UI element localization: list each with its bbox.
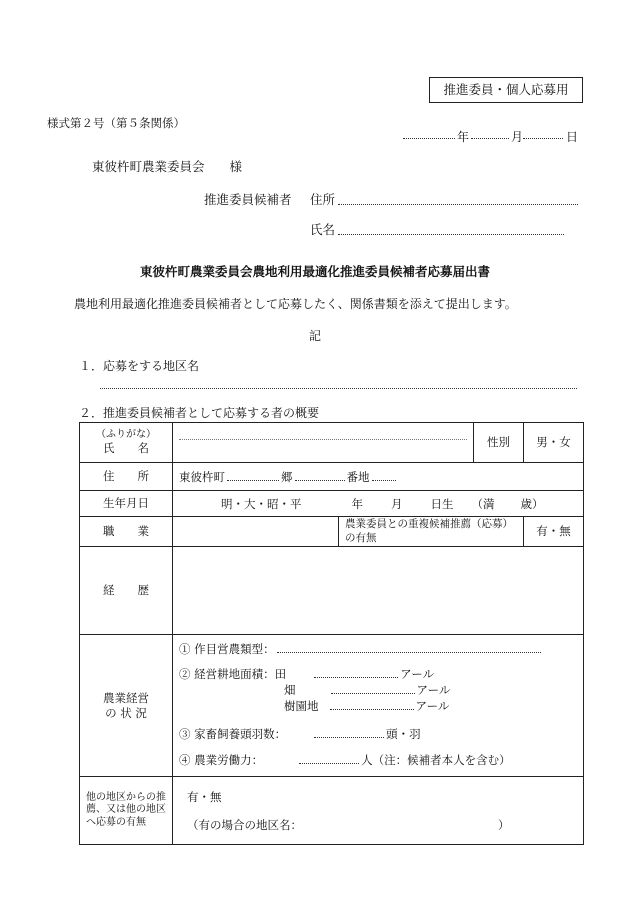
ki-label: 記 [308, 329, 321, 343]
livestock-row [179, 726, 421, 742]
field-unit: アール [416, 683, 451, 697]
farm-status-label-2: の 状 況 [105, 705, 147, 720]
gender-label: 性別 [474, 423, 524, 463]
candidate-label: 推進委員候補者 [204, 192, 292, 207]
month-field[interactable] [471, 138, 509, 139]
livestock-unit: 頭・羽 [386, 727, 421, 741]
birth-label: 生年月日 [80, 491, 173, 517]
field-area-field[interactable] [331, 693, 415, 694]
addressee: 東彼杵町農業委員会 様 [92, 159, 243, 174]
paddy-field[interactable] [314, 677, 398, 678]
orchard-label: 樹園地 [284, 699, 319, 713]
other-district-value[interactable]: 有・無 [187, 790, 222, 804]
labor-row [179, 752, 511, 768]
table-address-cell[interactable] [173, 463, 584, 491]
birth-cell[interactable] [173, 491, 584, 517]
section-1-heading: １．応募をする地区名 [79, 359, 200, 373]
birth-year-label: 年 [351, 496, 363, 511]
farm-status-cell [173, 635, 584, 777]
banchi-number-field[interactable] [372, 480, 396, 481]
age-open: （満 [471, 496, 495, 511]
crop-type-label: ① 作目営農類型： [179, 642, 275, 656]
month-label: 月 [511, 130, 524, 144]
table-name-label: 氏 名 [103, 441, 149, 456]
section-2-heading: ２．推進委員候補者として応募する者の概要 [79, 406, 320, 420]
field-row [284, 682, 450, 698]
name-input-cell[interactable] [173, 423, 474, 463]
orchard-unit: アール [415, 699, 450, 713]
labor-unit: 人（注：候補者本人を含む） [361, 753, 511, 767]
intro-text: 農地利用最適化推進委員候補者として応募したく、関係書類を添えて提出します。 [74, 297, 517, 311]
furigana-label: （ふりがな） [96, 428, 156, 440]
field-label: 畑 [284, 683, 296, 697]
labor-label: ④ 農業労働力： [179, 753, 264, 767]
duplicate-label: 農業委員との重複候補推薦（応募）の有無 [339, 517, 524, 547]
crop-type-field[interactable] [277, 652, 541, 653]
birth-day-label: 日生 [430, 496, 454, 511]
banchi-field[interactable] [295, 480, 345, 481]
paddy-row [179, 666, 434, 682]
go-field[interactable] [227, 480, 279, 481]
other-district-label: 他の地区からの推薦、又は他の地区へ応募の有無 [80, 777, 173, 845]
applicant-address-field[interactable] [338, 204, 578, 205]
career-label: 経 歴 [80, 547, 173, 635]
name-header-cell [80, 423, 173, 463]
other-district-area-label: （有の場合の地区名： [187, 818, 302, 832]
furigana-line [179, 439, 467, 440]
town-name: 東彼杵町 [179, 469, 225, 484]
labor-field[interactable] [299, 763, 359, 764]
paddy-label: ② 経営耕地面積：田 [179, 667, 287, 681]
occupation-input[interactable] [173, 517, 339, 547]
other-district-area-row[interactable] [187, 817, 510, 833]
form-number: 様式第２号（第５条関係） [47, 116, 185, 130]
gender-value[interactable]: 男・女 [524, 423, 584, 463]
duplicate-value[interactable]: 有・無 [524, 517, 584, 547]
other-district-close: ） [498, 818, 510, 832]
day-label: 日 [566, 130, 579, 144]
table-address-label: 住 所 [80, 463, 173, 491]
livestock-field[interactable] [314, 737, 384, 738]
day-field[interactable] [523, 138, 563, 139]
livestock-label: ③ 家畜飼養頭羽数： [179, 727, 287, 741]
name-label: 氏名 [310, 222, 336, 237]
other-district-cell [173, 777, 584, 845]
form-type-box: 推進委員・個人応募用 [429, 77, 583, 103]
orchard-row [284, 698, 449, 714]
district-name-field[interactable] [100, 388, 577, 389]
year-field[interactable] [403, 138, 455, 139]
paddy-unit: アール [400, 667, 435, 681]
banchi-label: 番地 [346, 469, 370, 484]
orchard-field[interactable] [330, 709, 414, 710]
year-label: 年 [457, 130, 470, 144]
farm-status-label-cell [80, 635, 173, 777]
birth-month-label: 月 [391, 496, 403, 511]
applicant-name-field[interactable] [338, 234, 564, 235]
go-label: 郷 [281, 469, 293, 484]
era-options[interactable]: 明・大・昭・平 [221, 496, 302, 511]
crop-type-row [179, 641, 543, 657]
farm-status-label-1: 農業経営 [103, 690, 149, 705]
age-close: 歳） [520, 496, 544, 511]
document-title: 東彼杵町農業委員会農地利用最適化推進委員候補者応募届出書 [139, 264, 490, 279]
occupation-label: 職 業 [80, 517, 173, 547]
career-input[interactable] [173, 547, 584, 635]
applicant-table [79, 422, 584, 845]
address-label: 住所 [310, 192, 336, 207]
